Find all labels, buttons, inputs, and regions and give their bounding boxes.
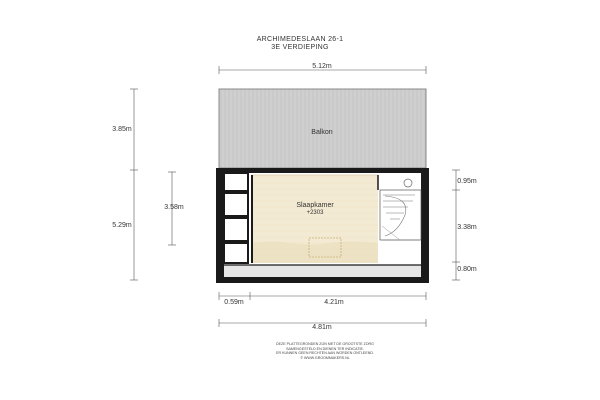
dim-top-width: 5.12m <box>312 63 332 70</box>
dim-room-depth: 5.29m <box>112 222 132 229</box>
left-storage <box>224 173 248 263</box>
dim-bottom-total: 4.81m <box>312 324 332 331</box>
balcony-label: Balkon <box>311 129 333 136</box>
address-title: ARCHIMEDESLAAN 26-1 <box>256 36 344 43</box>
disclaimer-line: © WWW.GROOMMAKERS.NL <box>300 355 350 360</box>
dim-inner-depth: 3.58m <box>164 204 184 211</box>
dim-balcony-depth: 3.85m <box>112 126 132 133</box>
dim-bottom-left: 0.59m <box>224 299 244 306</box>
dim-right-top: 0.95m <box>457 178 477 185</box>
dim-bottom-right: 4.21m <box>324 299 344 306</box>
dim-right-bottom: 0.80m <box>457 266 477 273</box>
floor-title: 3E VERDIEPING <box>271 44 329 51</box>
basin-icon <box>404 179 412 187</box>
bedroom-label: Slaapkamer <box>296 202 334 209</box>
disclaimer <box>210 342 440 360</box>
bedroom-level: +2303 <box>306 210 324 216</box>
disclaimer-line: SAMENGESTELD EN DIENEN TER INDICATIE. <box>286 346 364 351</box>
bottom-strip <box>224 265 421 277</box>
dim-right-middle: 3.38m <box>457 224 477 231</box>
disclaimer-line: ER KUNNEN GEEN RECHTEN AAN WORDEN ONTLEEND. <box>276 351 374 356</box>
disclaimer-line: DEZE PLATTEGRONDEN ZIJN MET DE GROOTSTE ZORG <box>276 342 374 346</box>
staircase <box>380 190 421 240</box>
